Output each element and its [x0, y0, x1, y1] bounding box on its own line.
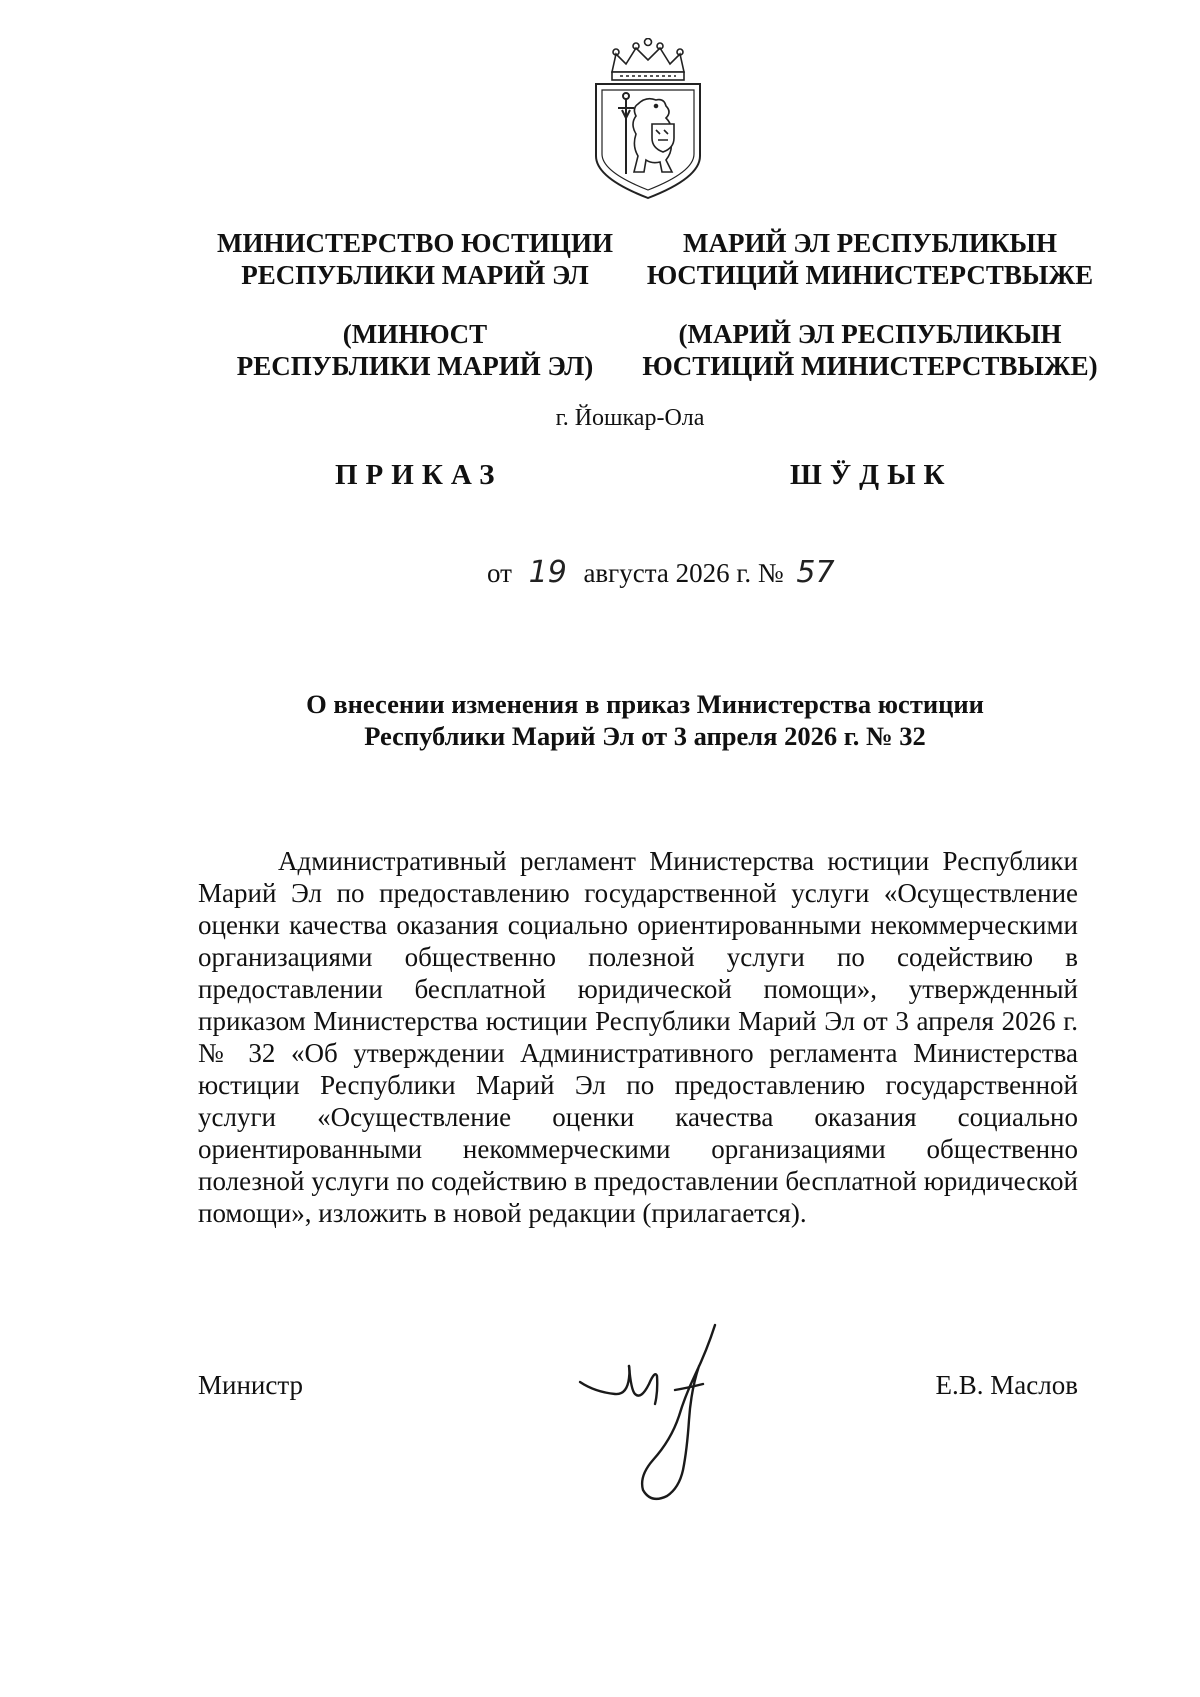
date-month-year: августа 2026 г. №	[583, 558, 784, 588]
ministry-short-name-mari	[640, 318, 1100, 382]
signer-role: Министр	[198, 1370, 303, 1400]
ministry-short-mari-line1: (МАРИЙ ЭЛ РЕСПУБЛИКЫН	[678, 319, 1062, 349]
handwritten-order-number: 57	[796, 555, 835, 590]
signer-name: Е.В. Маслов	[935, 1370, 1078, 1400]
title-line2: Республики Марий Эл от 3 апреля 2026 г. № 32	[364, 721, 926, 751]
ministry-name-ru-line1: МИНИСТЕРСТВО ЮСТИЦИИ	[216, 228, 613, 258]
coat-of-arms-icon	[590, 38, 706, 200]
title-line1: О внесении изменения в приказ Министерства юстиции	[306, 689, 984, 719]
document-title	[200, 688, 1090, 752]
ministry-name-ru	[200, 227, 630, 291]
handwritten-signature	[575, 1320, 775, 1510]
date-prefix: от	[487, 558, 512, 588]
body-paragraph: Административный регламент Министерства юстиции Республики Марий Эл по предоставлению государственной услуги «Осуществление оценки качества оказания социально ориентированными некоммерческими организациями общественно полезной услуги по содействию в предоставлении бесплатной юридической помощи», утвержденный приказом Министерства юстиции Республики Марий Эл от 3 апреля 2026 г. № 32 «Об утверждении Административного регламента Министерства юстиции Республики Марий Эл по предоставлению государственной услуги «Осуществление оценки качества оказания социально ориентированными некоммерческими организациями общественно полезной услуги по содействию в предоставлении бесплатной юридической помощи», изложить в новой редакции (прилагается).	[198, 846, 1078, 1228]
order-label-ru: ПРИКАЗ	[335, 459, 503, 491]
ministry-short-ru-line2: РЕСПУБЛИКИ МАРИЙ ЭЛ)	[236, 351, 594, 381]
ministry-name-mari-line2: ЮСТИЦИЙ МИНИСТЕРСТВЫЖЕ	[646, 260, 1094, 290]
ministry-name-ru-line2: РЕСПУБЛИКИ МАРИЙ ЭЛ	[241, 260, 589, 290]
ministry-name-mari	[640, 227, 1100, 291]
order-label-mari: ШӰДЫК	[790, 459, 953, 491]
ministry-short-ru-line1: (МИНЮСТ	[342, 319, 488, 349]
city-name: г. Йошкар-Ола	[555, 405, 705, 431]
order-date-line	[487, 555, 846, 590]
handwritten-day: 19	[528, 555, 567, 590]
ministry-name-mari-line1: МАРИЙ ЭЛ РЕСПУБЛИКЫН	[683, 228, 1057, 258]
ministry-short-mari-line2: ЮСТИЦИЙ МИНИСТЕРСТВЫЖЕ)	[642, 351, 1098, 381]
ministry-short-name-ru	[200, 318, 630, 382]
